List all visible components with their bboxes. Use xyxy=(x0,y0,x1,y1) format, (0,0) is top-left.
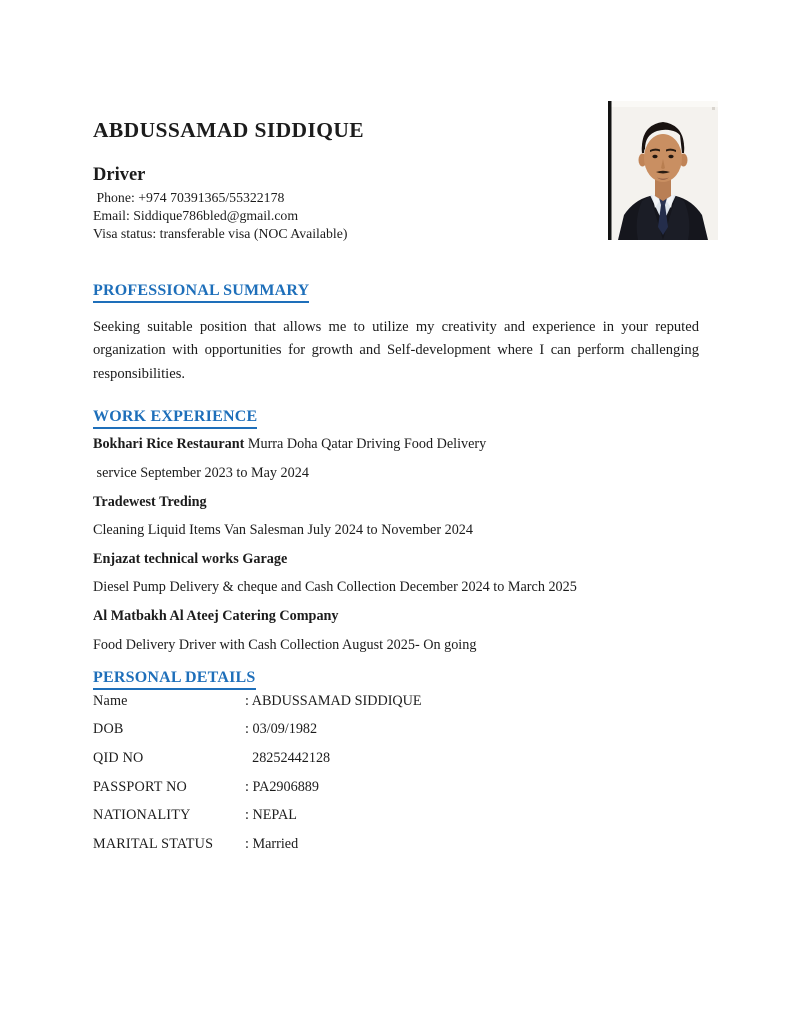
personal-detail-row-qid: QID NO 28252442128 xyxy=(93,749,331,766)
section-heading-professional-summary: PROFESSIONAL SUMMARY xyxy=(93,281,699,303)
section-heading-personal-details: PERSONAL DETAILS xyxy=(93,668,699,690)
job-title: Driver xyxy=(93,165,146,185)
phone-line: Phone: +974 70391365/55322178 xyxy=(93,190,285,205)
personal-detail-row-marital-status: MARITAL STATUS : Married xyxy=(93,835,299,852)
candidate-name: ABDUSSAMAD SIDDIQUE xyxy=(93,118,365,142)
personal-detail-row-passport: PASSPORT NO : PA2906889 xyxy=(93,778,319,795)
work-experience-line: service September 2023 to May 2024 xyxy=(93,464,309,481)
personal-detail-row-dob: DOB : 03/09/1982 xyxy=(93,721,318,738)
work-experience-line: Al Matbakh Al Ateej Catering Company xyxy=(93,607,339,624)
professional-summary-text: Seeking suitable position that allows me to utilize my creativity and experience in your reputed organization with opportunities for growth and Self-development where I can perform challenging responsibilities. xyxy=(93,318,703,382)
work-experience-line: Tradewest Treding xyxy=(93,493,207,510)
visa-status-line: Visa status: transferable visa (NOC Available) xyxy=(93,226,348,242)
personal-details-list xyxy=(93,693,699,852)
candidate-photo-image xyxy=(608,101,718,240)
email-line: Email: Siddique786bled@gmail.com xyxy=(93,208,299,224)
work-experience-line: Bokhari Rice Restaurant Murra Doha Qatar Driving Food Delivery xyxy=(93,436,487,453)
personal-detail-row-nationality: NATIONALITY : NEPAL xyxy=(93,807,297,824)
work-experience-line: Cleaning Liquid Items Van Salesman July 2024 to November 2024 xyxy=(93,522,473,539)
personal-detail-row-name: Name : ABDUSSAMAD SIDDIQUE xyxy=(93,692,422,709)
section-heading-work-experience: WORK EXPERIENCE xyxy=(93,407,699,429)
work-experience-line: Enjazat technical works Garage xyxy=(93,550,288,567)
work-experience-line: Diesel Pump Delivery & cheque and Cash Collection December 2024 to March 2025 xyxy=(93,579,577,596)
work-experience-list xyxy=(93,436,699,652)
work-experience-line: Food Delivery Driver with Cash Collection August 2025- On going xyxy=(93,636,477,653)
candidate-photo xyxy=(608,101,718,240)
